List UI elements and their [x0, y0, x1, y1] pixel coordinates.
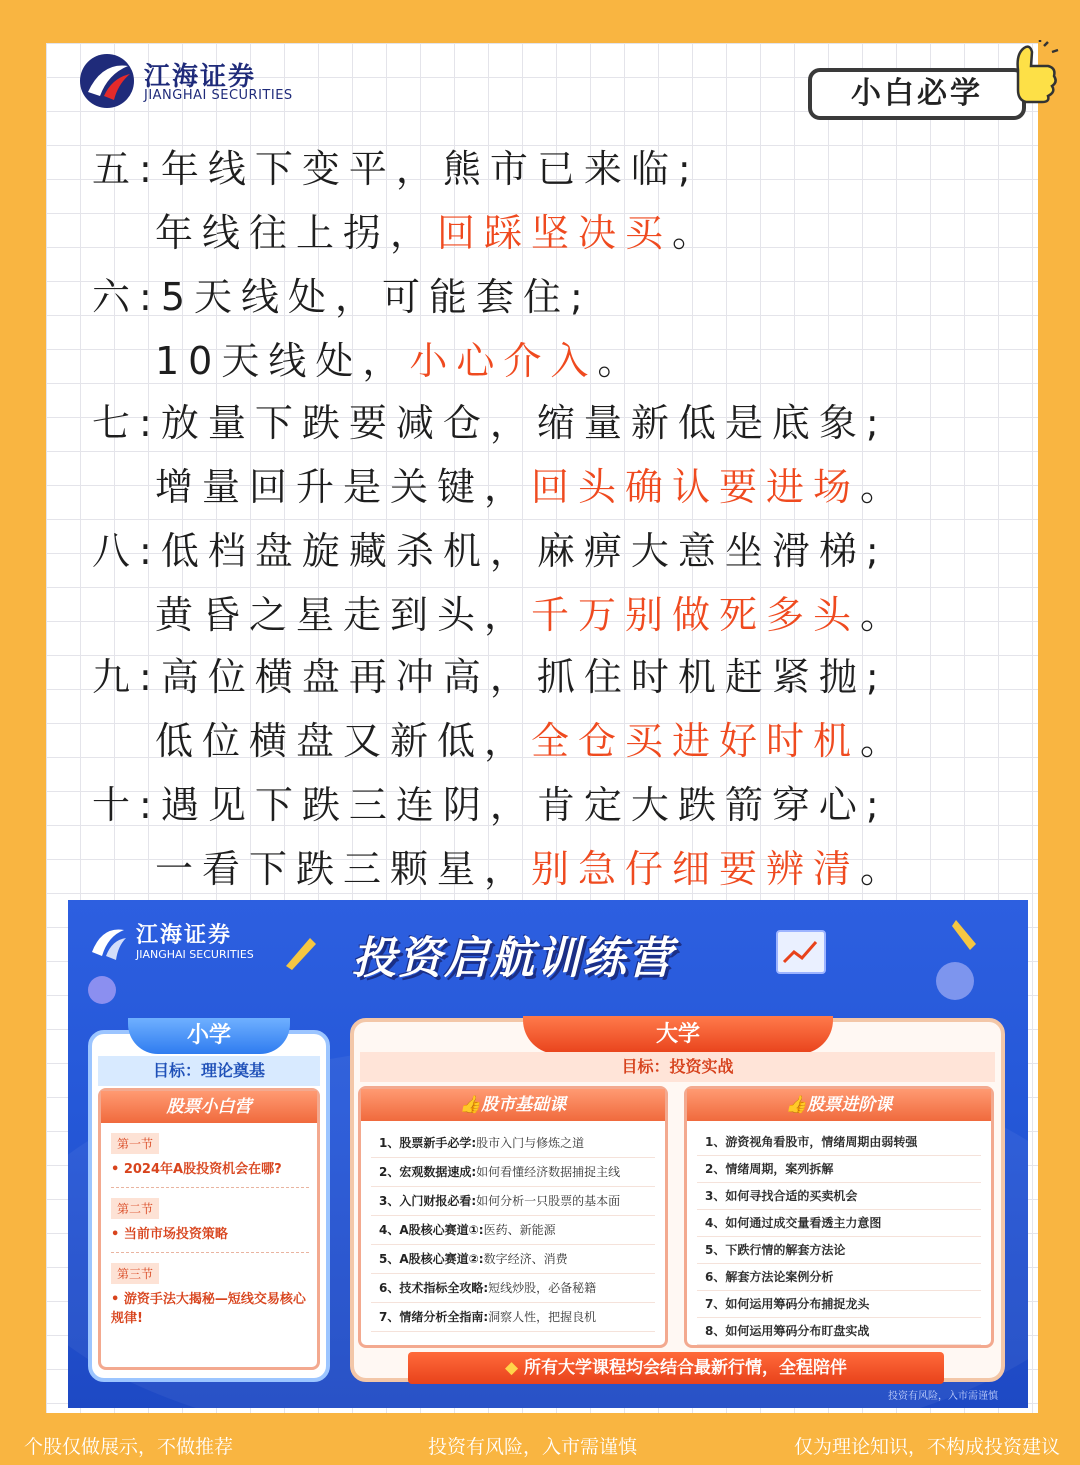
- primary-school-heading: 小学: [128, 1018, 290, 1054]
- rule-prefix: 七:: [92, 401, 161, 445]
- rule-text: 5天线处，可能套住;: [160, 275, 592, 319]
- list-item[interactable]: 2、情绪周期，案列拆解: [697, 1156, 981, 1183]
- list-item[interactable]: [371, 1245, 655, 1274]
- list-item[interactable]: 8、如何运用筹码分布盯盘实战: [697, 1318, 981, 1345]
- jianghai-logo-icon: [78, 52, 136, 110]
- university-goal: 目标：投资实战: [360, 1052, 995, 1082]
- course-key: 6、技术指标全攻略:: [379, 1281, 489, 1295]
- rule-line-8b: [155, 584, 907, 639]
- footer-bar-label: 所有大学课程均会结合最新行情，全程陪伴: [524, 1358, 847, 1378]
- rule-highlight: 回头确认要进场: [531, 465, 861, 509]
- rule-text: 高位横盘再冲高，抓住时机赶紧抛;: [160, 655, 888, 699]
- course-key: 2、宏观数据速成:: [379, 1165, 477, 1179]
- rule-tail: 。: [672, 211, 720, 255]
- rule-prefix: 六:: [92, 275, 161, 319]
- course-heading: [687, 1089, 991, 1121]
- rule-text: 增量回升是关键，: [155, 465, 532, 509]
- section-tag: 第一节: [111, 1133, 159, 1154]
- rule-text: 低位横盘又新低，: [155, 719, 532, 763]
- jianghai-logo: [78, 52, 328, 112]
- rule-highlight: 千万别做死多头: [531, 593, 861, 637]
- rule-text: 遇见下跌三连阴，肯定大跌箭穿心;: [160, 783, 888, 827]
- rule-text: 低档盘旋藏杀机，麻痹大意坐滑梯;: [160, 529, 888, 573]
- list-item[interactable]: 7、如何运用筹码分布捕捉龙头: [697, 1291, 981, 1318]
- banner-logo: [88, 918, 288, 968]
- rule-tail: 。: [860, 847, 908, 891]
- basic-course-card[interactable]: [358, 1086, 668, 1348]
- rule-highlight: 小心介入: [409, 339, 598, 383]
- list-item[interactable]: 4、如何通过成交量看透主力意图: [697, 1210, 981, 1237]
- rule-line-10a: [92, 774, 888, 829]
- bubble-icon: [86, 974, 118, 1006]
- list-item[interactable]: 6、解套方法论案例分析: [697, 1264, 981, 1291]
- camp-heading: 股票小白营: [101, 1091, 317, 1123]
- section-tag: 第三节: [111, 1263, 159, 1284]
- section-tag: 第二节: [111, 1198, 159, 1219]
- banner-logo-chinese: 江海证券: [136, 922, 233, 948]
- course-heading: [361, 1089, 665, 1121]
- thumbs-up-icon: 👍: [459, 1095, 482, 1115]
- course-key: 3、入门财报必看:: [379, 1194, 477, 1208]
- rule-text: 10天线处，: [155, 339, 410, 383]
- list-item[interactable]: [371, 1216, 655, 1245]
- course-key: 4、A股核心赛道①:: [379, 1223, 484, 1237]
- banner-risk-note: 投资有风险，入市需谨慎: [888, 1391, 998, 1402]
- rule-prefix: 十:: [92, 783, 161, 827]
- list-item[interactable]: 1、游资视角看股市，情绪周期由弱转强: [697, 1129, 981, 1156]
- list-item[interactable]: [371, 1129, 655, 1158]
- rule-line-8a: [92, 520, 888, 575]
- footer-disclaimer-center: 投资有风险，入市需谨慎: [428, 1436, 638, 1458]
- course-key: 7、情绪分析全指南:: [379, 1310, 489, 1324]
- list-item[interactable]: [371, 1303, 655, 1332]
- rule-tail: 。: [597, 339, 645, 383]
- rule-highlight: 别急仔细要辨清: [531, 847, 861, 891]
- diamond-icon: ◆: [505, 1358, 524, 1378]
- rule-text: 黄昏之星走到头，: [155, 593, 532, 637]
- rule-line-5a: [92, 138, 700, 193]
- rule-text: 年线往上拐，: [155, 211, 438, 255]
- beginner-camp-card[interactable]: [98, 1088, 320, 1370]
- university-heading: 大学: [523, 1016, 833, 1054]
- rule-highlight: 回踩坚决买: [437, 211, 673, 255]
- course-value: 如何分析一只股票的基本面: [476, 1194, 621, 1208]
- chart-icon: [776, 930, 826, 974]
- course-value: 如何看懂经济数据捕捉主线: [476, 1165, 621, 1179]
- confetti-icon: [948, 916, 984, 956]
- footer-disclaimer-right: 仅为理论知识，不构成投资建议: [794, 1436, 1061, 1458]
- list-item[interactable]: 3、如何寻找合适的买卖机会: [697, 1183, 981, 1210]
- section-item: • 游资手法大揭秘—短线交易核心规律!: [111, 1292, 306, 1326]
- rule-line-5b: [155, 202, 719, 257]
- course-value: 股市入门与修炼之道: [476, 1136, 585, 1150]
- course-value: 医药、新能源: [483, 1223, 556, 1237]
- list-item[interactable]: 5、下跌行情的解套方法论: [697, 1237, 981, 1264]
- list-item[interactable]: [371, 1158, 655, 1187]
- course-heading-label: 股票进阶课: [807, 1095, 893, 1115]
- rule-line-10b: [155, 838, 907, 893]
- rule-tail: 。: [860, 719, 908, 763]
- training-camp-banner[interactable]: [68, 900, 1028, 1408]
- course-list: [687, 1129, 991, 1345]
- thumbs-up-icon: [1004, 40, 1062, 106]
- rule-line-6a: [92, 266, 592, 321]
- list-item[interactable]: [371, 1274, 655, 1303]
- banner-title: 投资启航训练营: [352, 933, 674, 984]
- rule-line-9b: [155, 710, 907, 765]
- course-key: 1、股票新手必学:: [379, 1136, 477, 1150]
- list-item[interactable]: [371, 1187, 655, 1216]
- beginner-tag: 小白必学: [808, 68, 1026, 120]
- rule-text: 年线下变平，熊市已来临;: [160, 147, 700, 191]
- logo-english-name: JIANGHAI SECURITIES: [144, 88, 293, 103]
- university-footer-bar: [408, 1352, 944, 1384]
- rule-line-7b: [155, 456, 907, 511]
- thumbs-up-icon: 👍: [785, 1095, 808, 1115]
- rule-prefix: 五:: [92, 147, 161, 191]
- jianghai-logo-icon: [88, 922, 128, 962]
- logo-chinese-name: 江海证券: [144, 62, 257, 92]
- footer-disclaimer-left: 个股仅做展示，不做推荐: [24, 1436, 234, 1458]
- rule-line-6b: [155, 330, 644, 385]
- section-item: • 当前市场投资策略: [111, 1225, 309, 1253]
- course-heading-label: 股市基础课: [481, 1095, 567, 1115]
- rule-line-7a: [92, 392, 888, 447]
- rule-line-9a: [92, 646, 888, 701]
- rule-text: 放量下跌要减仓，缩量新低是底象;: [160, 401, 888, 445]
- rule-tail: 。: [860, 593, 908, 637]
- primary-goal: 目标：理论奠基: [98, 1056, 320, 1086]
- course-value: 数字经济、消费: [483, 1252, 568, 1266]
- rule-tail: 。: [860, 465, 908, 509]
- rule-text: 一看下跌三颗星，: [155, 847, 532, 891]
- advanced-course-card[interactable]: [684, 1086, 994, 1348]
- confetti-icon: [280, 932, 320, 972]
- course-value: 洞察人性，把握良机: [488, 1310, 597, 1324]
- course-key: 5、A股核心赛道②:: [379, 1252, 484, 1266]
- banner-logo-english: JIANGHAI SECURITIES: [136, 948, 254, 961]
- rule-prefix: 八:: [92, 529, 161, 573]
- course-value: 短线炒股，必备秘籍: [488, 1281, 597, 1295]
- bubble-icon: [934, 960, 976, 1002]
- course-list: [361, 1129, 665, 1332]
- rule-highlight: 全仓买进好时机: [531, 719, 861, 763]
- rule-prefix: 九:: [92, 655, 161, 699]
- section-item: • 2024年A股投资机会在哪?: [111, 1160, 309, 1188]
